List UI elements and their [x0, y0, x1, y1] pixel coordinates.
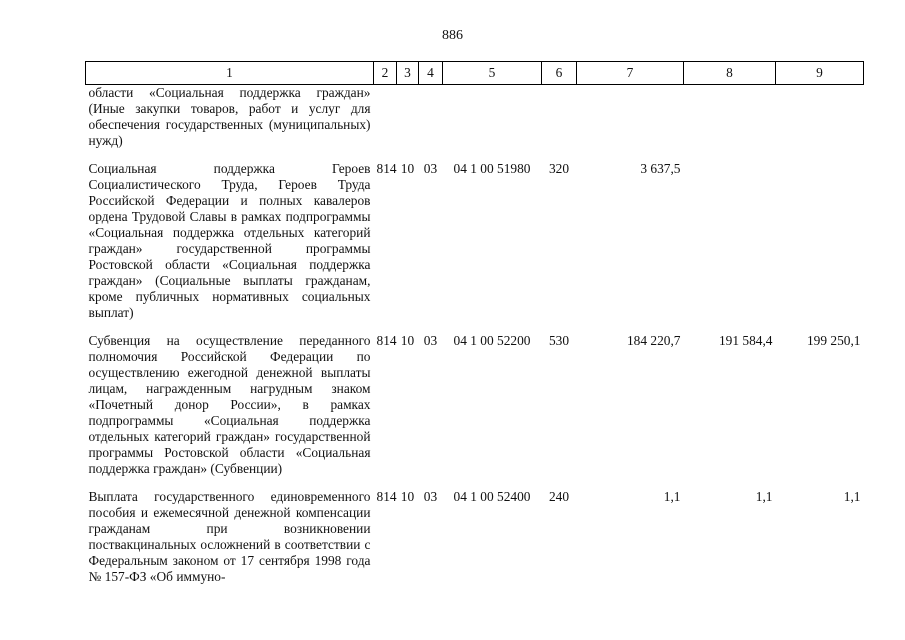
- cell-ministry: [374, 85, 397, 162]
- cell-target-article: 04 1 00 52200: [453, 333, 531, 348]
- col-header-3: 3: [397, 62, 419, 85]
- cell-section: 10: [400, 333, 415, 348]
- row-description: Выплата государственного единовременного пособия и ежемесячной денежной компенсации гражданам при возникновении поствакцинальных осложнений в соответствии с Федеральным законом от 17 сентября 1998 года № 157-ФЗ «Об иммуно-: [88, 489, 371, 584]
- table-row: [86, 333, 864, 489]
- table-row: [86, 161, 864, 333]
- budget-table: [85, 61, 864, 597]
- cell-amount-year2: [684, 85, 776, 162]
- cell-expense-type: 320: [548, 161, 570, 176]
- col-header-2: 2: [374, 62, 397, 85]
- cell-amount-year3: 199 250,1: [806, 333, 861, 348]
- cell-amount-year1: [577, 85, 684, 162]
- table-row: [86, 85, 864, 162]
- cell-section: 10: [400, 489, 415, 504]
- cell-amount-year2: [684, 161, 776, 333]
- col-header-9: 9: [776, 62, 864, 85]
- cell-ministry: 814: [376, 333, 397, 348]
- cell-target-article: 04 1 00 52400: [453, 489, 531, 504]
- cell-amount-year1: 1,1: [663, 489, 681, 504]
- col-header-4: 4: [419, 62, 443, 85]
- cell-ministry: 814: [376, 161, 397, 176]
- page-number: 886: [442, 28, 463, 43]
- cell-amount-year2: 1,1: [755, 489, 773, 504]
- cell-amount-year1: 184 220,7: [626, 333, 681, 348]
- cell-subsection: 03: [423, 489, 438, 504]
- table-row: [86, 489, 864, 597]
- cell-expense-type: [542, 85, 577, 162]
- col-header-6: 6: [542, 62, 577, 85]
- cell-amount-year3: 1,1: [843, 489, 861, 504]
- cell-subsection: [419, 85, 443, 162]
- col-header-7: 7: [577, 62, 684, 85]
- cell-section: [397, 85, 419, 162]
- cell-amount-year1: 3 637,5: [640, 161, 681, 176]
- cell-amount-year3: [776, 85, 864, 162]
- cell-target-article: [443, 85, 542, 162]
- cell-section: 10: [400, 161, 415, 176]
- cell-expense-type: 530: [548, 333, 570, 348]
- row-description: Субвенция на осуществление переданного полномочия Российской Федерации по осуществлению ежегодной денежной выплаты лицам, награжденным нагрудным знаком «Почетный донор России», в рамках подпрограммы «Социальная поддержка отдельных категорий граждан» государственной программы Ростовской области «Социальная поддержка граждан» (Субвенции): [88, 333, 371, 476]
- cell-subsection: 03: [423, 161, 438, 176]
- cell-target-article: 04 1 00 51980: [453, 161, 531, 176]
- row-description: Социальная поддержка Героев Социалистического Труда, Героев Труда Российской Федерации и полных кавалеров ордена Трудовой Славы в рамках подпрограммы «Социальная поддержка отдельных категорий граждан» государственной программы Ростовской области «Социальная поддержка граждан» (Социальные выплаты гражданам, кроме публичных нормативных социальных выплат): [88, 161, 371, 320]
- col-header-5: 5: [443, 62, 542, 85]
- cell-amount-year3: [776, 161, 864, 333]
- cell-expense-type: 240: [548, 489, 570, 504]
- table-header-row: [86, 62, 864, 85]
- cell-ministry: 814: [376, 489, 397, 504]
- cell-amount-year2: 191 584,4: [718, 333, 773, 348]
- row-description: области «Социальная поддержка граждан» (Иные закупки товаров, работ и услуг для обеспечения государственных (муниципальных) нужд): [88, 85, 371, 148]
- col-header-8: 8: [684, 62, 776, 85]
- col-header-1: 1: [86, 62, 374, 85]
- cell-subsection: 03: [423, 333, 438, 348]
